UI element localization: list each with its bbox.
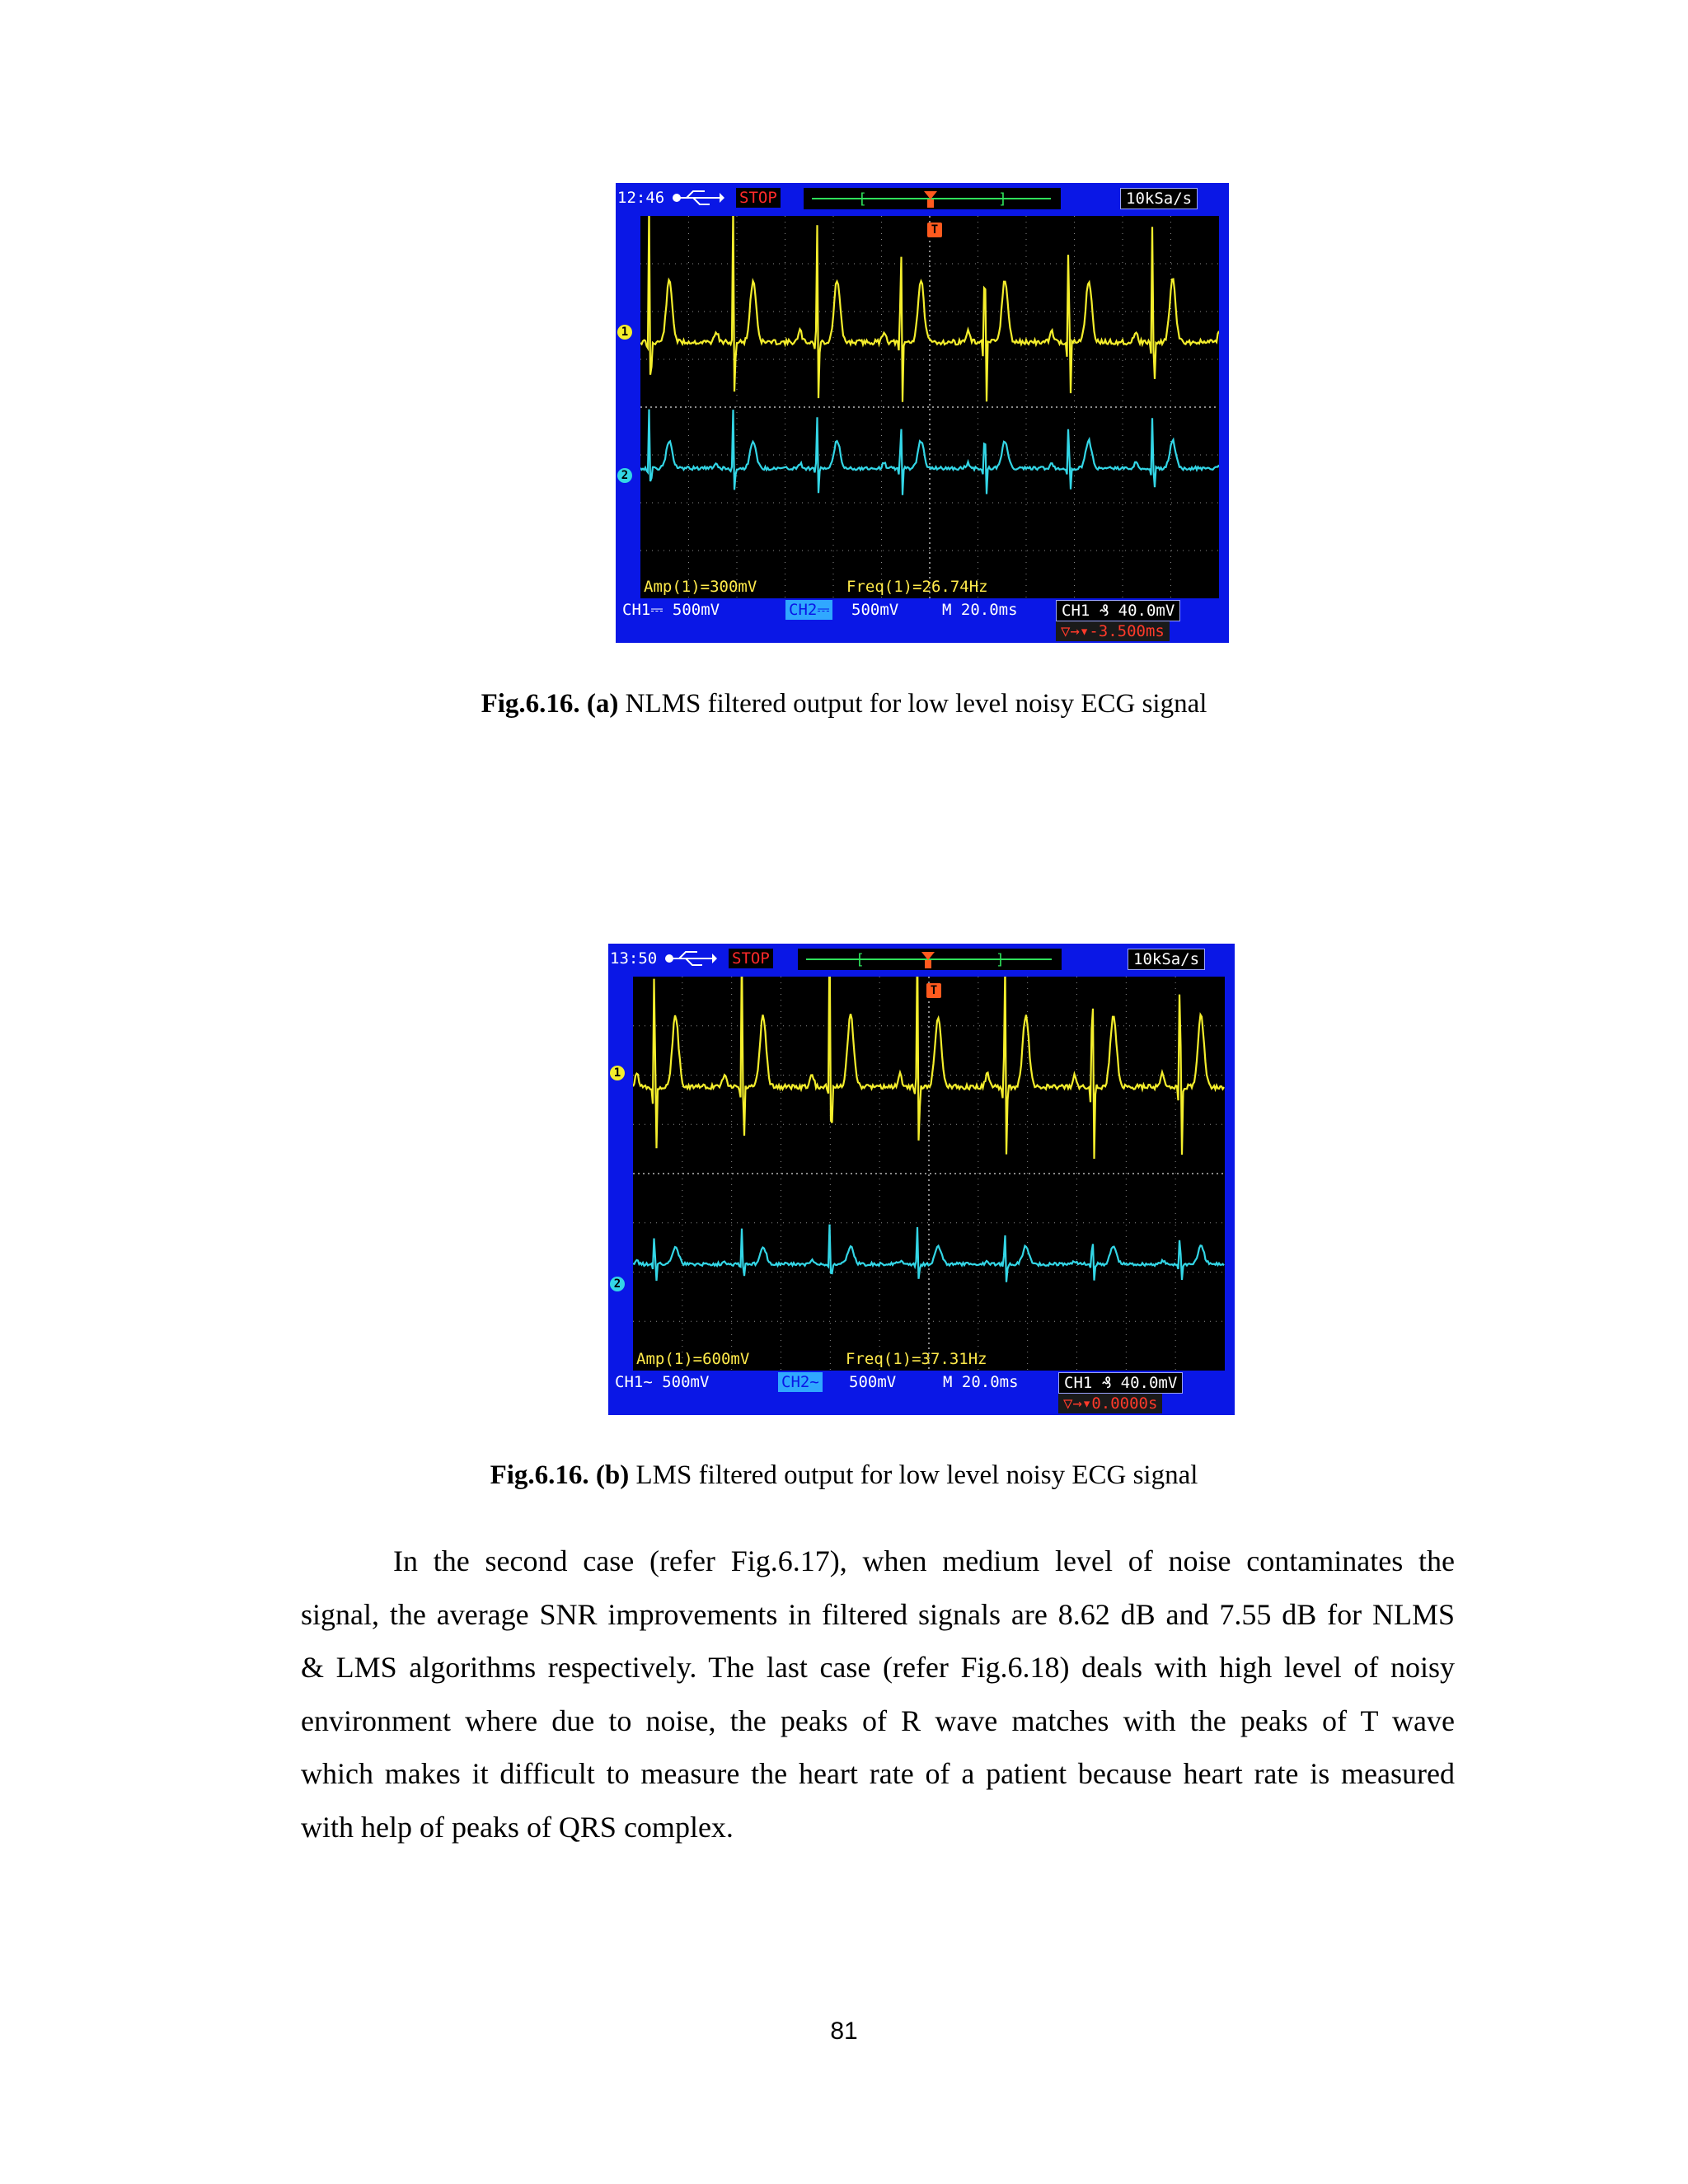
channel-1-marker: 1: [610, 1066, 625, 1080]
paragraph-line: with help of peaks of QRS complex.: [301, 1810, 734, 1844]
svg-text:]: ]: [996, 951, 1005, 968]
channel-2-marker: 2: [610, 1277, 625, 1291]
ch2-label: CH2⎓: [785, 600, 832, 620]
paragraph-line: which makes it difficult to measure the heart rate of a patient because heart rate is measured: [301, 1757, 1455, 1790]
figure-b-caption: [0, 1460, 1688, 1491]
figure-a-caption-text: NLMS filtered output for low level noisy ECG signal: [618, 689, 1207, 719]
figure-b-caption-text: LMS filtered output for low level noisy ECG signal: [629, 1460, 1198, 1490]
trigger-level: CH1 ₰ 40.0mV: [1058, 1372, 1183, 1394]
paragraph-line: environment where due to noise, the peaks of R wave matches with the peaks of T wave: [301, 1704, 1455, 1737]
usb-icon: [672, 188, 724, 208]
ch1-setting: CH1~ 500mV: [615, 1373, 710, 1391]
channel-1-marker: 1: [617, 325, 632, 340]
ch2-label: CH2~: [778, 1372, 823, 1392]
trigger-position-bar: [798, 949, 1062, 970]
amp-measurement: Amp(1)=300mV: [644, 578, 757, 596]
trigger-marker: T: [926, 983, 941, 998]
ecg-trace: [640, 216, 1219, 402]
trigger-marker: T: [927, 223, 942, 237]
scope-time: 12:46: [617, 189, 665, 207]
paragraph-line: In the second case (refer Fig.6.17), when medium level of noise contaminates the: [393, 1544, 1455, 1577]
scope-top-bar: [608, 947, 1235, 972]
paragraph-line: signal, the average SNR improvements in filtered signals are 8.62 dB and 7.55 dB for NLMS: [301, 1597, 1455, 1631]
scope-status: STOP: [729, 949, 773, 968]
trigger-position-bar: [804, 188, 1061, 209]
trigger-level: CH1 ₰ 40.0mV: [1056, 600, 1180, 621]
trigger-offset: ▽→▾-3.500ms: [1056, 621, 1170, 641]
freq-measurement: Freq(1)=26.74Hz: [846, 578, 988, 596]
oscilloscope-figure-b: [608, 944, 1235, 1415]
ecg-trace: [640, 410, 1219, 495]
freq-measurement: Freq(1)=37.31Hz: [846, 1350, 987, 1368]
ecg-traces: [640, 216, 1219, 598]
oscilloscope-figure-a: [616, 183, 1229, 643]
page-number: 81: [830, 2018, 858, 2045]
figure-a-caption-label: Fig.6.16. (a): [481, 689, 619, 719]
scope-time: 13:50: [610, 949, 658, 968]
ch1-setting: CH1⎓ 500mV: [622, 601, 720, 619]
body-paragraph: [301, 1535, 1455, 1854]
scope-bottom-bar: [608, 1372, 1235, 1413]
ch2-value: 500mV: [849, 1373, 897, 1391]
paragraph-line: & LMS algorithms respectively. The last case (refer Fig.6.18) deals with high level of noisy: [301, 1651, 1455, 1684]
scope-sample-rate: 10kSa/s: [1120, 188, 1198, 209]
timebase-setting: M 20.0ms: [943, 1373, 1019, 1391]
svg-text:]: ]: [998, 190, 1007, 208]
scope-screen: [640, 216, 1219, 598]
ecg-trace: [633, 977, 1224, 1159]
ecg-trace: [633, 1225, 1224, 1282]
amp-measurement: Amp(1)=600mV: [636, 1350, 750, 1368]
figure-b-caption-label: Fig.6.16. (b): [490, 1460, 630, 1490]
scope-bottom-bar: [616, 600, 1229, 641]
scope-sample-rate: 10kSa/s: [1128, 949, 1205, 970]
scope-top-bar: [616, 186, 1229, 211]
figure-a-caption: [0, 689, 1688, 719]
ch2-value: 500mV: [851, 601, 899, 619]
svg-text:[: [: [856, 951, 865, 968]
scope-screen: [633, 977, 1225, 1371]
channel-2-marker: 2: [617, 468, 632, 483]
svg-text:[: [: [858, 190, 867, 208]
trigger-offset: ▽→▾0.0000s: [1058, 1394, 1162, 1413]
ecg-traces: [633, 977, 1225, 1371]
usb-icon: [664, 949, 717, 968]
scope-status: STOP: [736, 188, 781, 208]
timebase-setting: M 20.0ms: [942, 601, 1018, 619]
